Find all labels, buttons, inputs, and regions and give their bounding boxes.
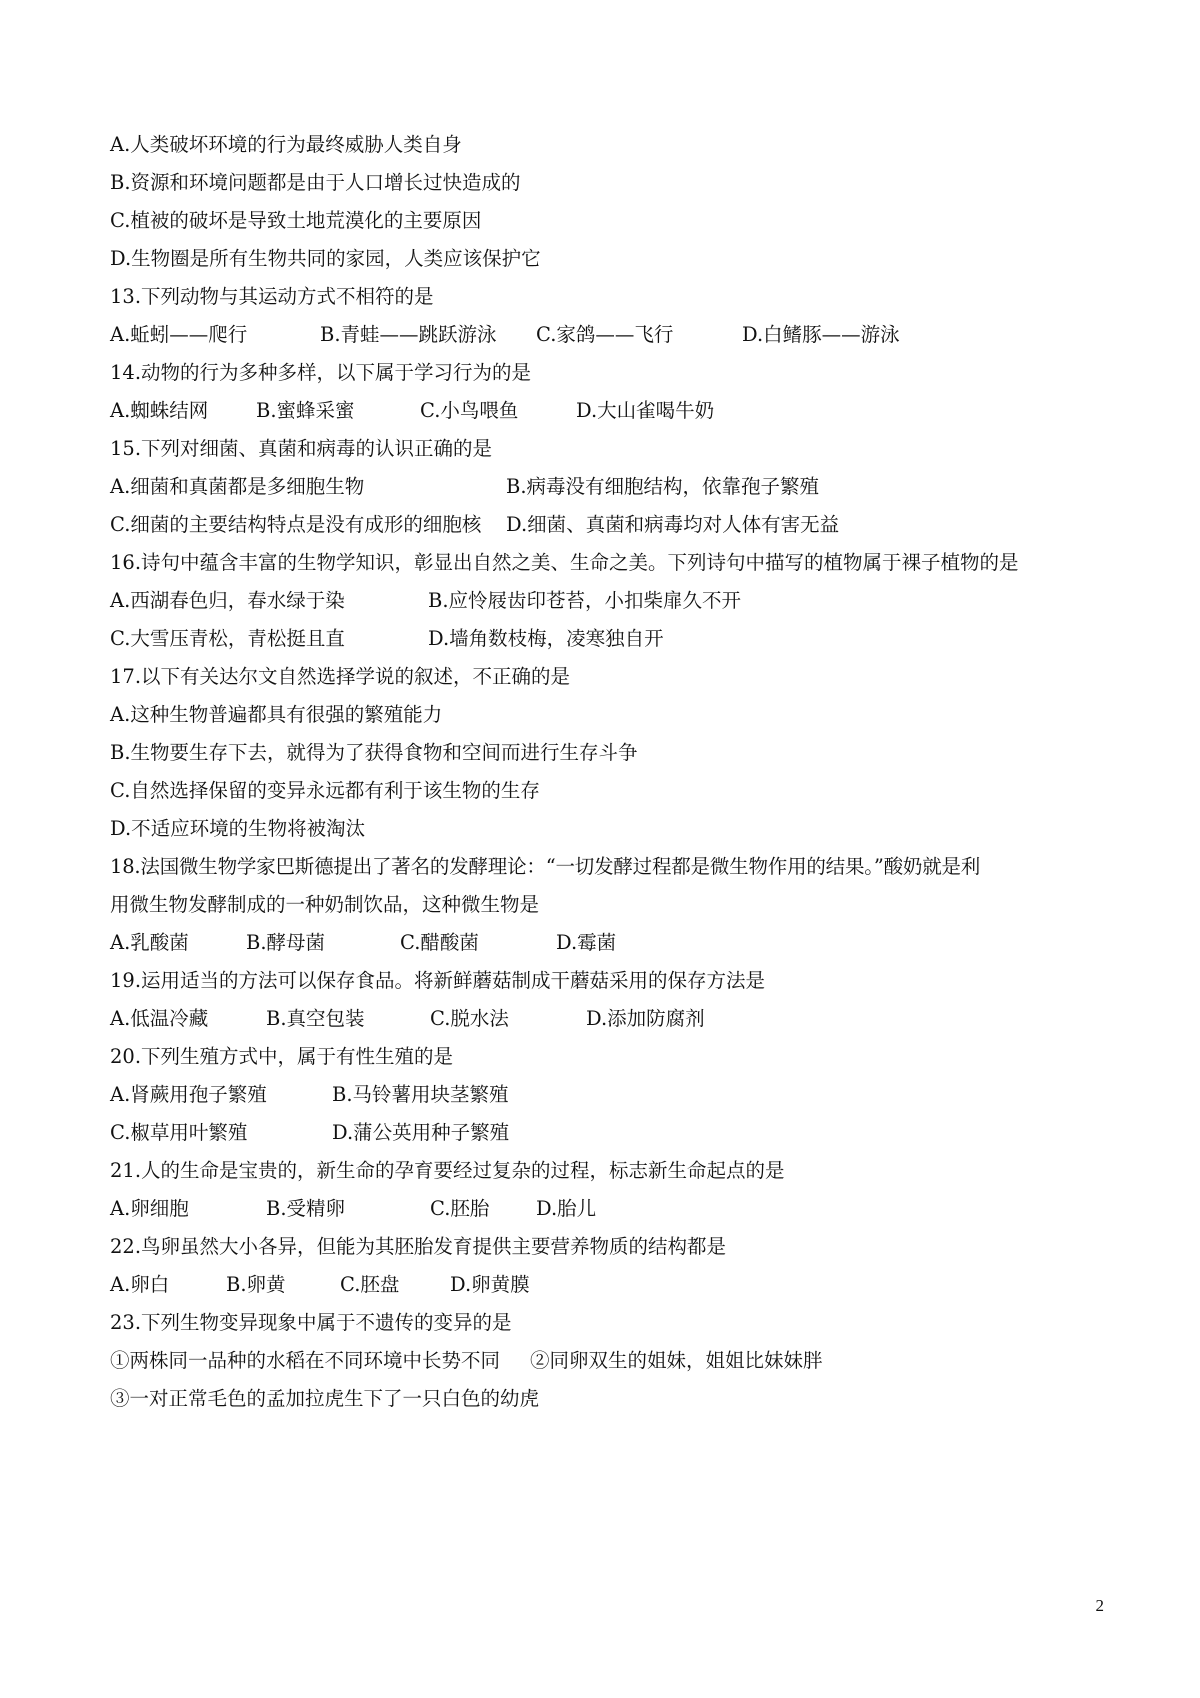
q22-option-b: B.卵黄: [226, 1273, 286, 1296]
q20-option-b: B.马铃薯用块茎繁殖: [332, 1083, 509, 1106]
q19-option-b: B.真空包装: [266, 1007, 365, 1030]
q15-option-a: A.细菌和真菌都是多细胞生物: [110, 475, 365, 498]
q18-option-d: D.霉菌: [556, 931, 617, 954]
q14-option-b: B.蜜蜂采蜜: [256, 399, 355, 422]
q23-stem: 23.下列生物变异现象中属于不遗传的变异的是: [110, 1311, 512, 1334]
q13-option-b: B.青蛙——跳跃游泳: [320, 323, 497, 346]
q17-option-a: A.这种生物普遍都具有很强的繁殖能力: [110, 703, 443, 726]
q18-stem-line2: 用微生物发酵制成的一种奶制饮品，这种微生物是: [110, 893, 540, 916]
q14-stem: 14.动物的行为多种多样，以下属于学习行为的是: [110, 361, 532, 384]
q21-option-d: D.胎儿: [536, 1197, 597, 1220]
q13-option-c: C.家鸽——飞行: [536, 323, 674, 346]
q22-option-a: A.卵白: [110, 1273, 170, 1296]
q12-option-b: B.资源和环境问题都是由于人口增长过快造成的: [110, 171, 521, 194]
q22-stem: 22.鸟卵虽然大小各异，但能为其胚胎发育提供主要营养物质的结构都是: [110, 1235, 727, 1258]
q14-option-d: D.大山雀喝牛奶: [576, 399, 715, 422]
q16-option-a: A.西湖春色归，春水绿于染: [110, 589, 345, 612]
q19-option-a: A.低温冷藏: [110, 1007, 209, 1030]
q23-item-1: ①两株同一品种的水稻在不同环境中长势不同: [110, 1349, 501, 1372]
q18-option-b: B.酵母菌: [246, 931, 326, 954]
q23-item-2: ②同卵双生的姐妹，姐姐比妹妹胖: [530, 1349, 823, 1372]
q14-option-c: C.小鸟喂鱼: [420, 399, 519, 422]
q15-option-c: C.细菌的主要结构特点是没有成形的细胞核: [110, 513, 482, 536]
q16-option-d: D.墙角数枝梅，凌寒独自开: [428, 627, 664, 650]
q20-option-c: C.椒草用叶繁殖: [110, 1121, 248, 1144]
q17-option-d: D.不适应环境的生物将被淘汰: [110, 817, 366, 840]
q20-option-d: D.蒲公英用种子繁殖: [332, 1121, 510, 1144]
q19-option-d: D.添加防腐剂: [586, 1007, 705, 1030]
q16-option-c: C.大雪压青松，青松挺且直: [110, 627, 345, 650]
q12-option-d: D.生物圈是所有生物共同的家园，人类应该保护它: [110, 247, 541, 270]
q13-option-a: A.蚯蚓——爬行: [110, 323, 248, 346]
q21-option-a: A.卵细胞: [110, 1197, 189, 1220]
q14-option-a: A.蜘蛛结网: [110, 399, 209, 422]
q23-item-3: ③一对正常毛色的孟加拉虎生下了一只白色的幼虎: [110, 1387, 540, 1410]
q13-stem: 13.下列动物与其运动方式不相符的是: [110, 285, 434, 308]
q16-option-b: B.应怜屐齿印苍苔，小扣柴扉久不开: [428, 589, 742, 612]
q21-option-b: B.受精卵: [266, 1197, 346, 1220]
q13-option-d: D.白鳍豚——游泳: [742, 323, 900, 346]
q16-stem: 16.诗句中蕴含丰富的生物学知识，彰显出自然之美、生命之美。下列诗句中描写的植物属于裸子植物的是: [110, 551, 1019, 574]
q15-option-d: D.细菌、真菌和病毒均对人体有害无益: [506, 513, 840, 536]
q12-option-a: A.人类破坏环境的行为最终威胁人类自身: [110, 133, 462, 156]
page-number: 2: [1095, 1596, 1104, 1615]
q12-option-c: C.植被的破坏是导致土地荒漠化的主要原因: [110, 209, 482, 232]
q17-stem: 17.以下有关达尔文自然选择学说的叙述，不正确的是: [110, 665, 571, 688]
q21-option-c: C.胚胎: [430, 1197, 490, 1220]
q15-option-b: B.病毒没有细胞结构，依靠孢子繁殖: [506, 475, 820, 498]
q19-stem: 19.运用适当的方法可以保存食品。将新鲜蘑菇制成干蘑菇采用的保存方法是: [110, 969, 766, 992]
q20-option-a: A.肾蕨用孢子繁殖: [110, 1083, 267, 1106]
q18-option-a: A.乳酸菌: [110, 931, 189, 954]
q22-option-d: D.卵黄膜: [450, 1273, 530, 1296]
q17-option-b: B.生物要生存下去，就得为了获得食物和空间而进行生存斗争: [110, 741, 638, 764]
q19-option-c: C.脱水法: [430, 1007, 509, 1030]
q18-stem-line1: 18.法国微生物学家巴斯德提出了著名的发酵理论：“一切发酵过程都是微生物作用的结果。”酸奶就是利: [110, 855, 981, 878]
q15-stem: 15.下列对细菌、真菌和病毒的认识正确的是: [110, 437, 493, 460]
q22-option-c: C.胚盘: [340, 1273, 400, 1296]
q17-option-c: C.自然选择保留的变异永远都有利于该生物的生存: [110, 779, 540, 802]
q21-stem: 21.人的生命是宝贵的，新生命的孕育要经过复杂的过程，标志新生命起点的是: [110, 1159, 785, 1182]
q20-stem: 20.下列生殖方式中，属于有性生殖的是: [110, 1045, 454, 1068]
q18-option-c: C.醋酸菌: [400, 931, 479, 954]
